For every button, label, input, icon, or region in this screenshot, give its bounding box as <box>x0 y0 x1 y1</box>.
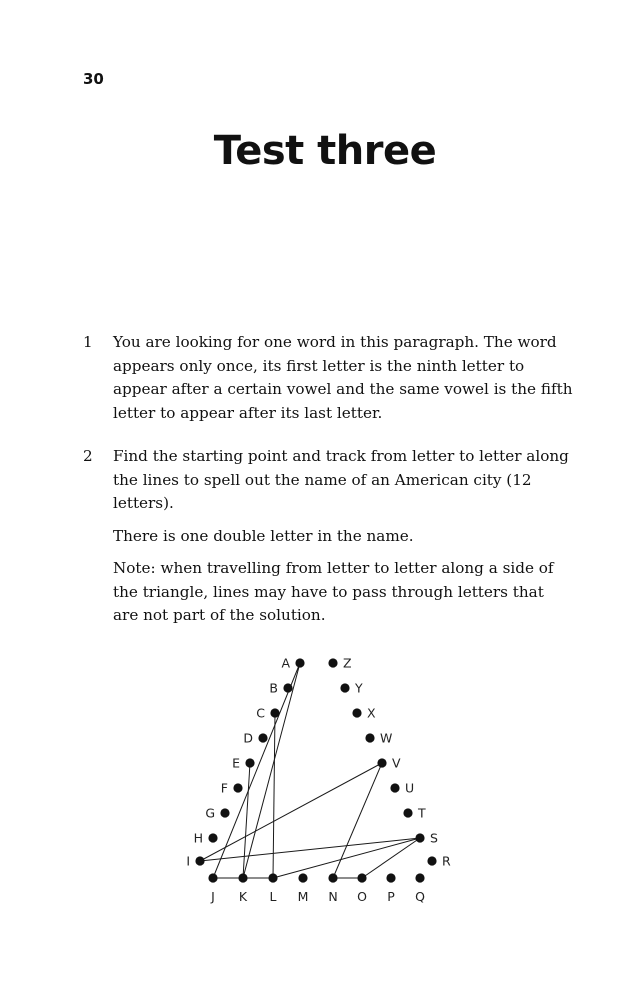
label-y: Y <box>355 680 363 696</box>
label-j: J <box>211 889 215 904</box>
point-p <box>386 873 395 882</box>
label-t: T <box>418 805 426 821</box>
label-i: I <box>186 853 190 869</box>
connection-line-n-v <box>333 763 382 878</box>
point-y <box>340 683 349 692</box>
label-v: V <box>392 755 401 771</box>
point-w <box>365 733 374 742</box>
label-p: P <box>387 889 395 904</box>
question-note: There is one double letter in the name. <box>113 526 414 545</box>
question-note: Note: when travelling from letter to letter along a side of the triangle, lines may have to pass through letters that are not part of the solution. <box>113 559 554 624</box>
label-b: B <box>269 680 278 696</box>
point-n <box>328 873 337 882</box>
point-k <box>238 873 247 882</box>
label-h: H <box>193 830 203 846</box>
point-u <box>390 783 399 792</box>
point-o <box>357 873 366 882</box>
label-a: A <box>281 655 290 671</box>
point-d <box>258 733 267 742</box>
label-q: Q <box>415 889 425 904</box>
point-m <box>298 873 307 882</box>
question-number: 2 <box>83 447 93 465</box>
point-h <box>208 833 217 842</box>
point-t <box>403 808 412 817</box>
connection-line-l-s <box>273 838 420 878</box>
connection-line-a-j <box>213 663 300 878</box>
label-k: K <box>238 889 248 904</box>
point-f <box>233 783 242 792</box>
label-l: L <box>269 889 277 904</box>
label-f: F <box>220 780 228 796</box>
point-v <box>377 758 386 767</box>
label-x: X <box>367 705 376 721</box>
point-x <box>352 708 361 717</box>
label-g: G <box>205 805 215 821</box>
label-m: M <box>297 889 309 904</box>
label-s: S <box>430 830 438 846</box>
question-text: You are looking for one word in this paragraph. The word appears only once, its first letter is the ninth letter to appear after a certain vowel and the same vowel is the fifth letter to appear after its last letter. <box>113 333 573 422</box>
point-s <box>415 833 424 842</box>
label-z: Z <box>343 655 352 671</box>
connection-line-i-s <box>200 838 420 861</box>
point-e <box>245 758 254 767</box>
connection-line-o-s <box>362 838 420 878</box>
label-w: W <box>380 730 393 746</box>
question-number: 1 <box>83 333 93 351</box>
point-l <box>268 873 277 882</box>
point-c <box>270 708 279 717</box>
label-c: C <box>256 705 265 721</box>
point-z <box>328 658 337 667</box>
page-number: 30 <box>83 70 104 88</box>
point-b <box>283 683 292 692</box>
label-n: N <box>328 889 338 904</box>
question-text: Find the starting point and track from letter to letter along the lines to spell out the name of an American city (12 letters). <box>113 447 569 512</box>
point-q <box>415 873 424 882</box>
test-title: Test three <box>213 128 437 174</box>
label-r: R <box>442 853 451 869</box>
point-i <box>195 856 204 865</box>
connection-line-e-k <box>243 763 250 878</box>
point-j <box>208 873 217 882</box>
point-r <box>427 856 436 865</box>
point-g <box>220 808 229 817</box>
label-e: E <box>232 755 240 771</box>
label-d: D <box>243 730 253 746</box>
label-u: U <box>405 780 415 796</box>
point-a <box>295 658 304 667</box>
label-o: O <box>357 889 367 904</box>
